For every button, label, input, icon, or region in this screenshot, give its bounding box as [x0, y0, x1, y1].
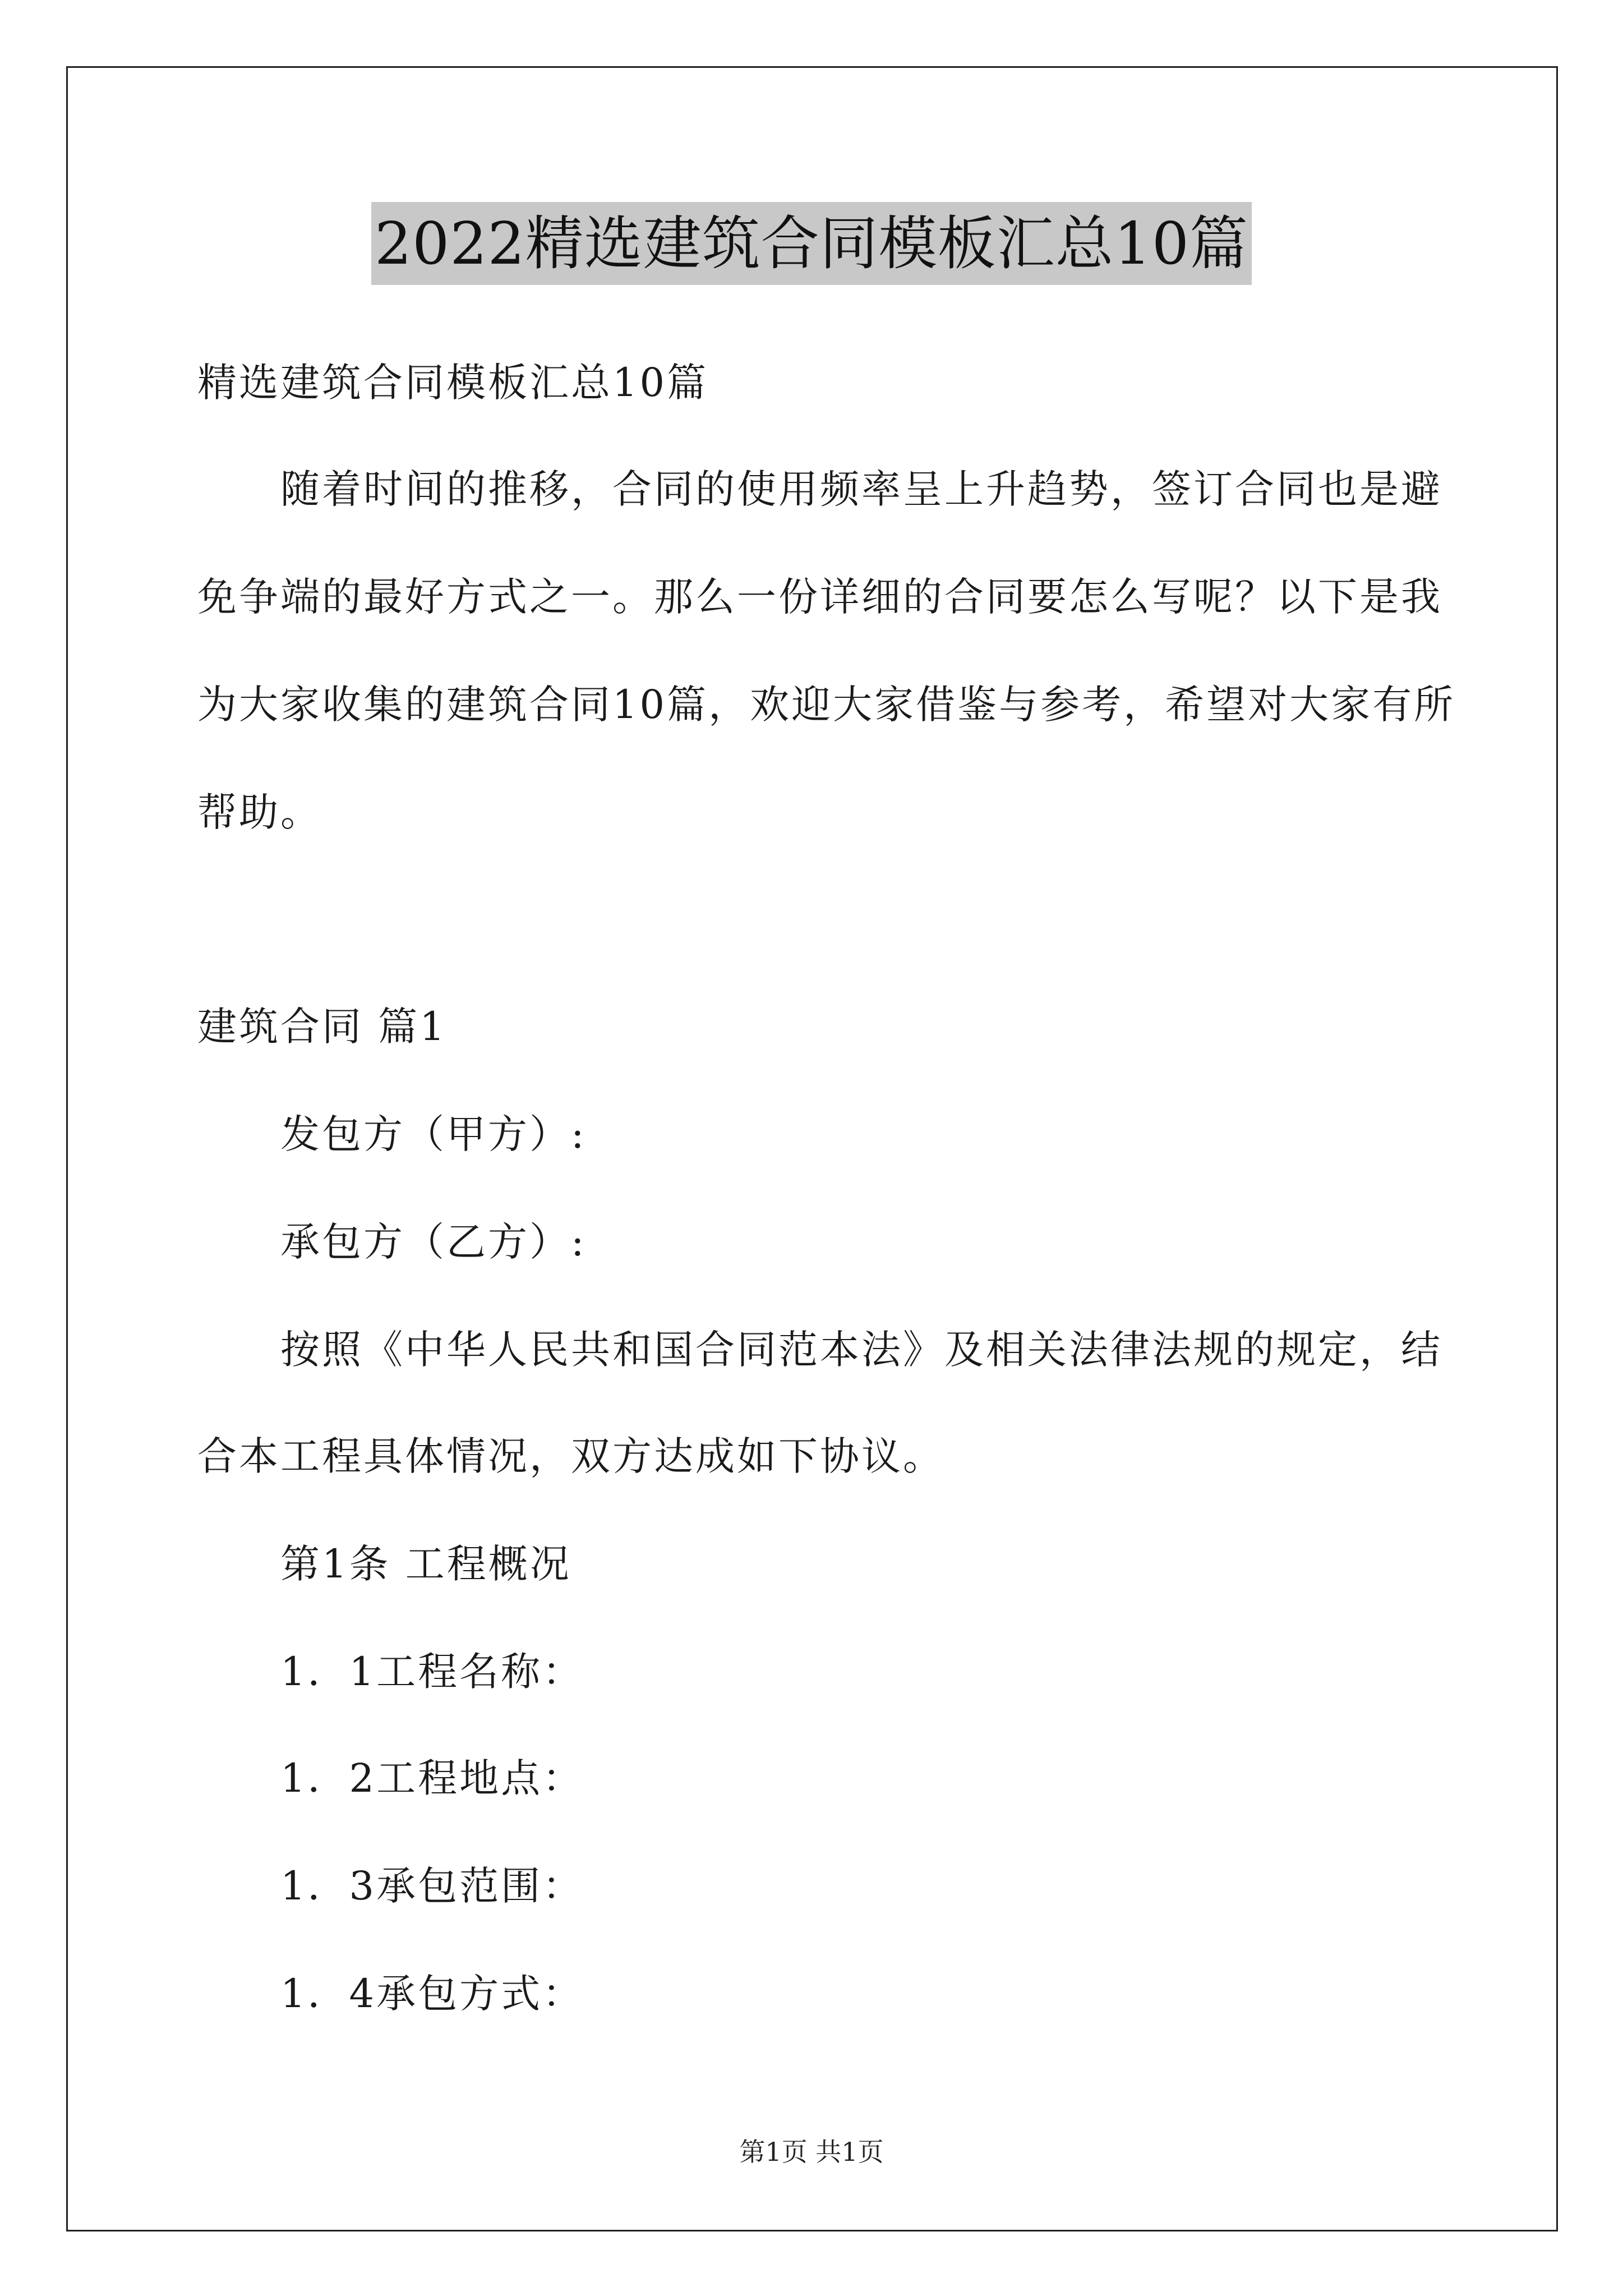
intro-line-3: 为大家收集的建筑合同10篇，欢迎大家借鉴与参考，希望对大家有所: [197, 682, 1456, 728]
page-footer: 第1页 共1页: [739, 2137, 884, 2167]
article-1-heading: 第1条 工程概况: [280, 1541, 571, 1587]
intro-line-2: 免争端的最好方式之一。那么一份详细的合同要怎么写呢？以下是我: [197, 574, 1442, 620]
basis-line-2: 合本工程具体情况，双方达成如下协议。: [197, 1433, 944, 1479]
item-1-3: 1．3承包范围：: [280, 1863, 584, 1909]
item-1-4: 1．4承包方式：: [280, 1971, 584, 2017]
party-a-line: 发包方（甲方）:: [280, 1111, 587, 1157]
document-title: 2022精选建筑合同模板汇总10篇: [371, 202, 1252, 285]
section-heading: 建筑合同 篇1: [197, 1004, 447, 1050]
basis-line-1: 按照《中华人民共和国合同范本法》及相关法律法规的规定，结: [280, 1327, 1442, 1373]
intro-line-1: 随着时间的推移，合同的使用频率呈上升趋势，签订合同也是避: [280, 466, 1442, 512]
document-subtitle: 精选建筑合同模板汇总10篇: [197, 360, 709, 406]
title-container: [0, 202, 1623, 285]
item-1-1: 1．1工程名称：: [280, 1649, 584, 1695]
party-b-line: 承包方（乙方）:: [280, 1219, 587, 1265]
item-1-2: 1．2工程地点：: [280, 1755, 584, 1801]
intro-line-4: 帮助。: [197, 789, 322, 835]
